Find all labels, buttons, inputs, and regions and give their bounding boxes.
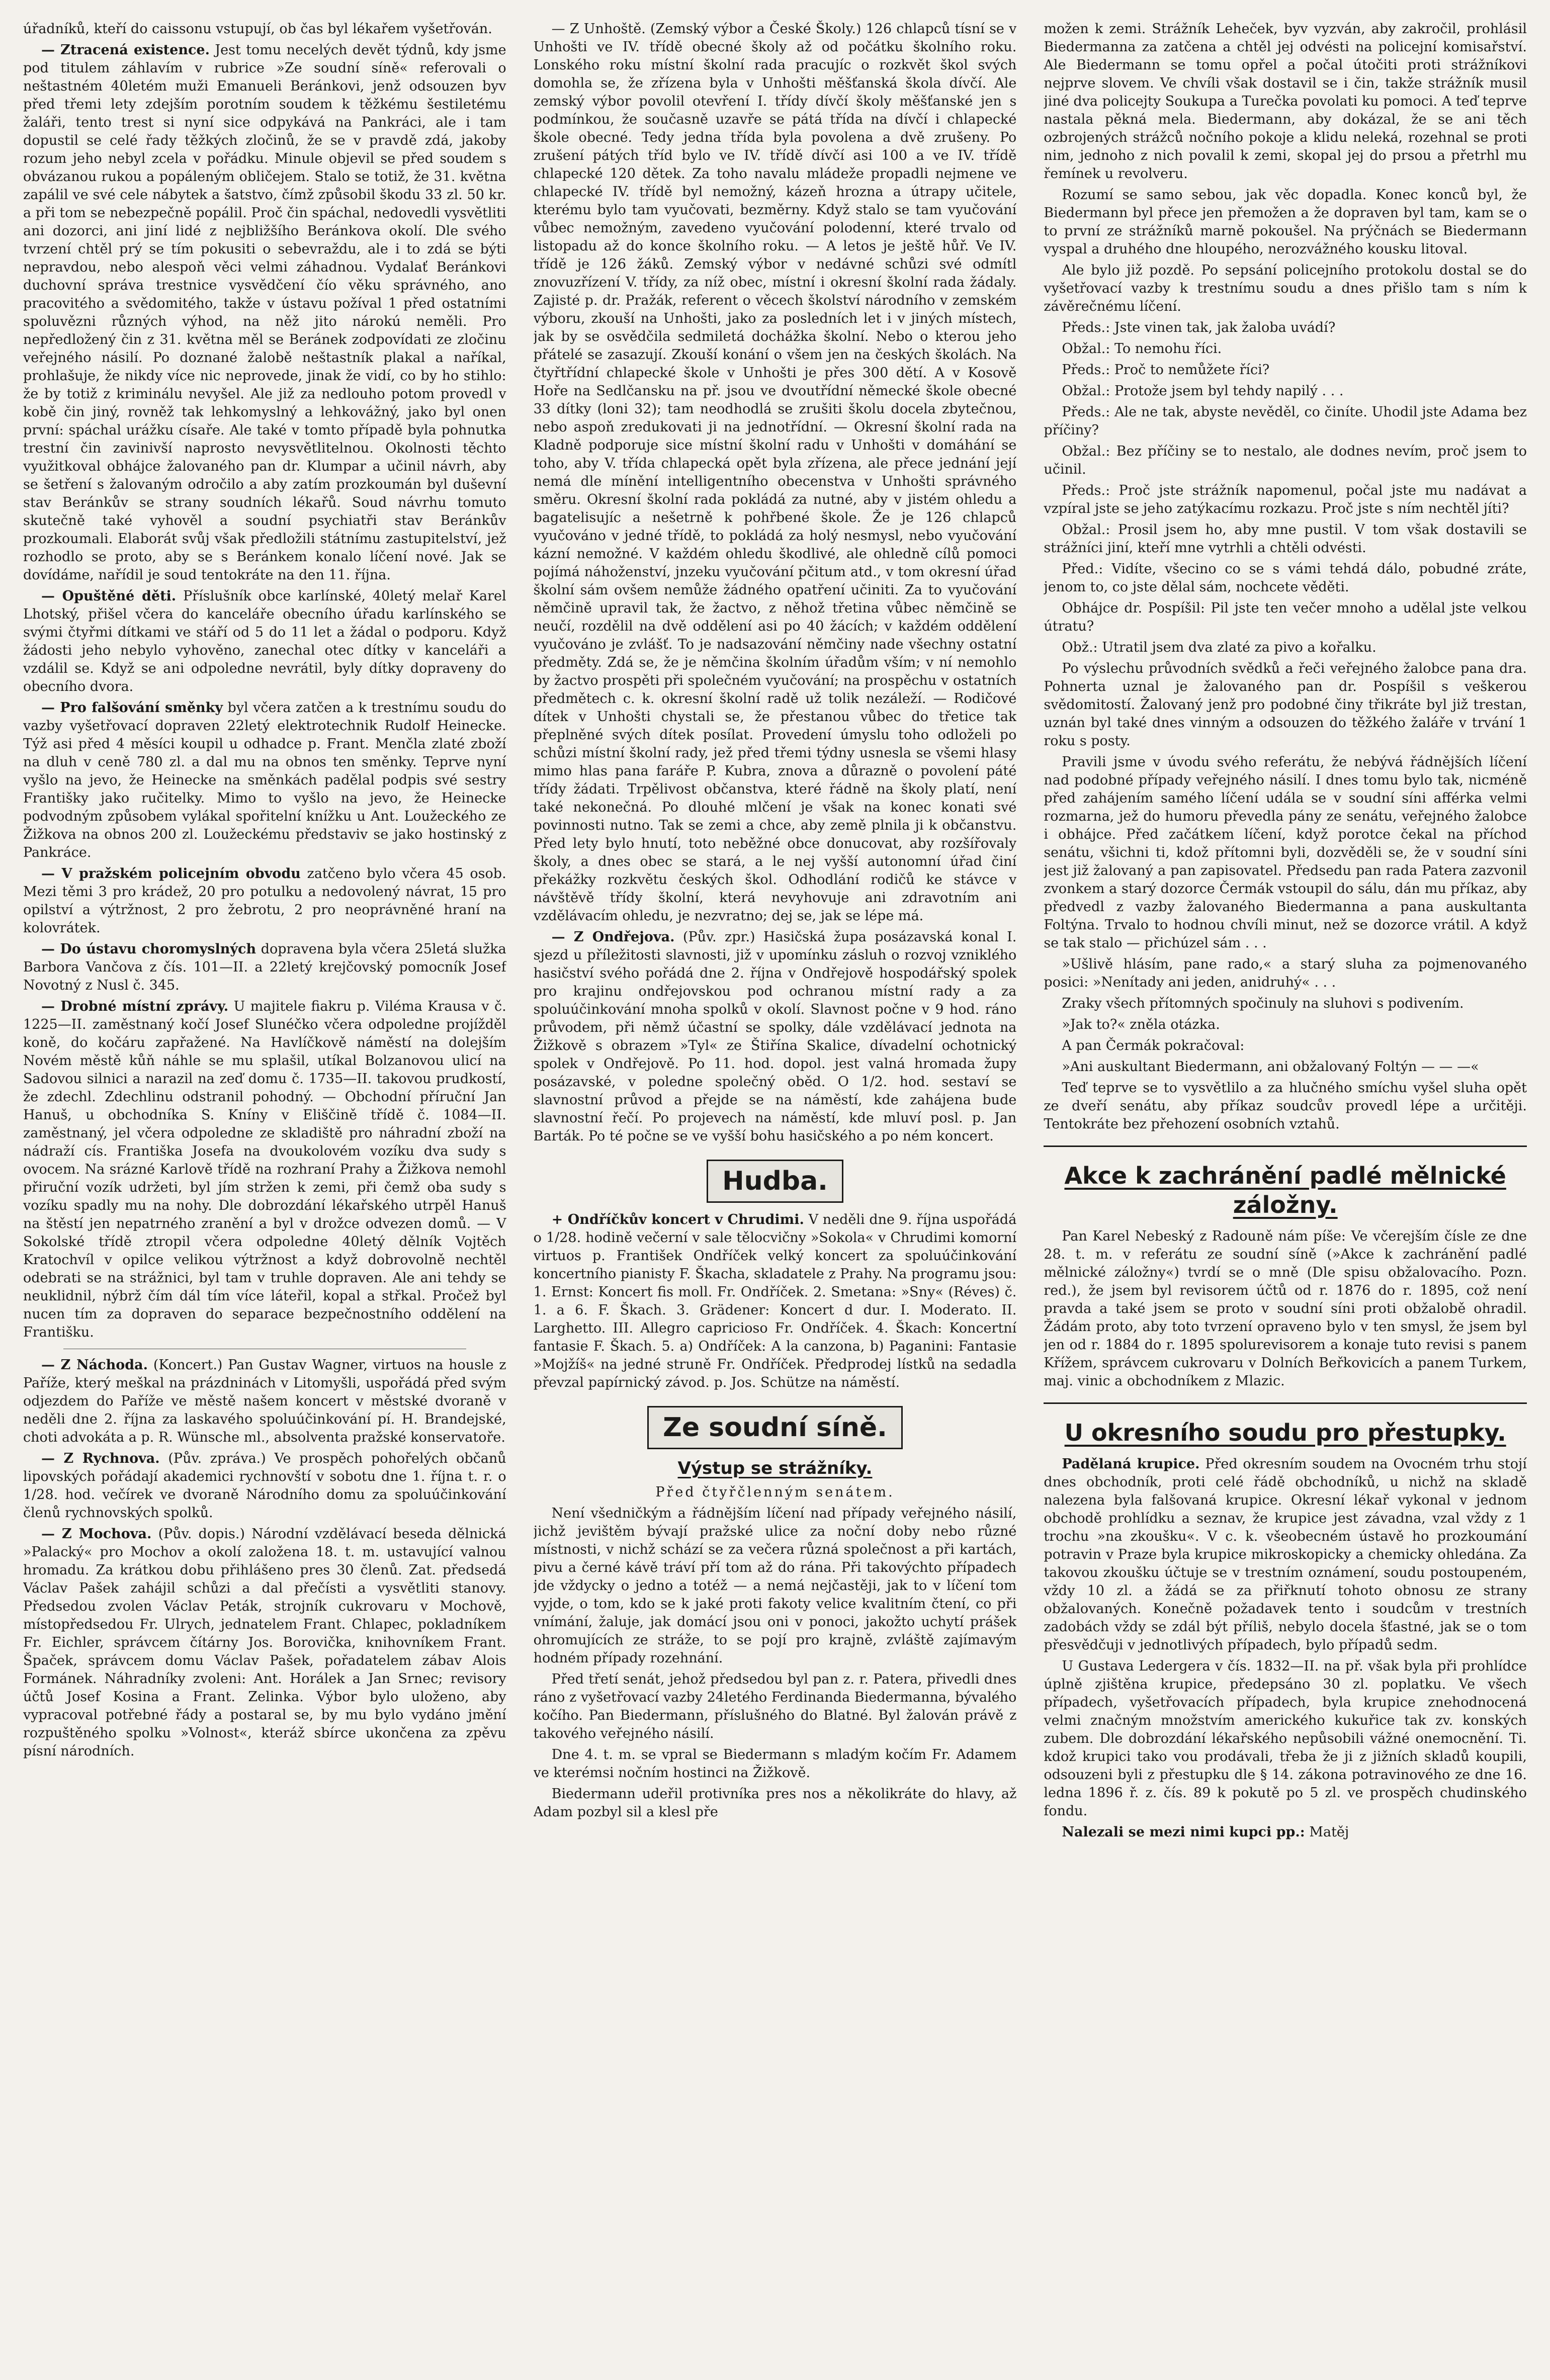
article-paragraph: Dne 4. t. m. se vpral se Biedermann s mladým kočím Fr. Adamem ve kterémsi nočním hostinci na Žižkově.: [533, 1747, 1017, 1781]
news-text: Před okresním soudem na Ovocném trhu stojí dnes obchodník, proti celé řádě obchodníků, u nichž na skladě nalezena byla falšovaná krupice. Okresní lékař vykonal v jednom obchodě prohlídku a seznav, že krupice jest závadna, vzal vždy z 1 trochu »na zkoušku«. V c. k. všeobecném ústavě ho prozkoumání potravin v Praze byla krupice mikroskopicky a chemicky ohledána. Za takovou zkoušku účtuje se v trestním oznámení, soudu postoupeném, vždy 10 zl. a žádá se za přiřknutí tohoto obnosu ze strany obžalovaných. Konečně požadavek tento i soudcům v trestních zadobách vždy se zdál být příliš, nebylo docela šťastné, jak se o tom přesvědčuji v jednotlivých případech, bylo případů sedm.: [1044, 1456, 1527, 1653]
news-headline: — V pražském policejním obvodu: [41, 866, 301, 882]
columns: [23, 20, 1527, 2365]
article-subheadline: Před čtyřčlenným senátem.: [655, 1484, 895, 1500]
news-text: Matěj: [1309, 1824, 1349, 1840]
news-item: [23, 41, 506, 584]
article-paragraph: Před třetí senát, jehož předsedou byl pan z. r. Patera, přivedli dnes ráno z vyšetřovací vazby 24letého Ferdinanda Biedermanna, bývalého kočího. Pan Biedermann, příslušného do Blatné. Byl žalován právě z takového veřejného násilí.: [533, 1671, 1017, 1741]
news-item: [534, 1211, 1017, 1392]
news-headline: — Pro falšování směnky: [41, 700, 223, 716]
article-title-okres-label: U okresního soudu pro přestupky.: [1064, 1419, 1506, 1446]
article-paragraph: Zraky všech přítomných spočinuly na sluhovi s podivením.: [1062, 996, 1464, 1011]
news-headline: — Z Ondřejova.: [551, 929, 675, 945]
news-item: [1044, 1455, 1527, 1654]
news-text: dopravena byla včera 25letá služka Barbora Vančova z čís. 101—II. a 22letý krejčovský pomocník Josef Novotný z Nusl č. 345.: [23, 941, 506, 993]
news-text: Příslušník obce karlínské, 40letý melař Karel Lhotský, přišel včera do kanceláře obecního úřadu karlínského se svými čtyřmi dítkami ve stáří od 5 do 11 let a žádal o podporu. Když žádosti jeho nebylo vyhověno, zanechal otec dítky v kanceláři a vzdálil se. Když se ani odpoledne nevrátil, byly dítky dopraveny do obecního dvora.: [23, 588, 506, 694]
section-title-music: [534, 1160, 1017, 1203]
divider: [1044, 1145, 1527, 1147]
article-title-akce-label: Akce k zachránění padlé mělnické záložny.: [1064, 1162, 1506, 1218]
article-paragraph: U Gustava Ledergera v čís. 1832—II. na př. však byla při prohlídce úplně zjištěna krupice, předepsáno 30 zl. poplatku. Ve všech případech, vyšetřovacích případech, byla krupice znehodnocená velmi značným množstvím amerického kukuřice tak zv. konských zubem. Dle dobrozdání lékařského nepůsobili vážné onemocnění. Ti. kdož krupici tako vou prodávali, třeba že ji z jižních skladů koupili, odsouzeni byli z přestupku dle § 14. zákona potravinového ze dne 16. ledna 1896 ř. z. čís. 89 k pokutě po 5 zl. ve prospěch chudinského fondu.: [1044, 1658, 1527, 1819]
news-text: (Pův. zpráva.) Ve prospěch pohořelých občanů lipovských pořádají akademici rychnovští v sobotu dne 1. října t. r. o 1/28. hod. večírek ve dvoraně Národního domu za spoluúčinkování členů rychnovských spolků.: [23, 1451, 506, 1521]
dialogue-line: Předs.: Jste vinen tak, jak žaloba uvádí?: [1062, 320, 1336, 335]
dialogue-line: Před.: Vidíte, všecino co se s vámi tehdá dálo, pobudné zráte, jenom to, co jste dělal sám, nochcete věděti.: [1044, 561, 1527, 595]
column-middle: [534, 20, 1017, 2365]
article-headline: Výstup se strážníky.: [677, 1458, 873, 1478]
news-headline: Padělaná krupice.: [1062, 1456, 1200, 1472]
divider: [1044, 1402, 1527, 1404]
news-item: [23, 865, 506, 937]
dialogue-line: Obžal.: Prosil jsem ho, aby mne pustil. V tom však dostavili se strážníci jiní, kteří mne vytrhli a chtěli odvésti.: [1044, 522, 1527, 556]
news-item: [23, 940, 506, 995]
news-text: byl včera zatčen a k trestnímu soudu do vazby vyšetřovací dopraven 22letý elektrotechnik Rudolf Heinecke. Týž asi před 4 měsíci koupil u odhadce p. Frant. Menčla zlaté zboží na dluh v ceně 780 zl. a dal mu na obnos ten směnky. Teprve nyní vyšlo na jevo, že Heinecke na směnkách padělal podpis své sestry Františky jako ručitelky. Mimo to vyšlo na jevo, že Heinecke podvodným způsobem vylákal spořitelní knížku u Ant. Loužeckého ze Žižkova na obnos 200 zl. Loužeckému představiv se jako hostinský z Pankráce.: [23, 700, 506, 860]
article-paragraph: možen k zemi. Strážník Leheček, byv vyzván, aby zakročil, prohlásil Biedermanna za zatčena a chtěl jej odvésti na policejní komisařství. Ale Biedermann se tomu opřel a počal útočiti proti strážníkovi nejprve slovem. Ve chvíli však dostavil se i čin, takže strážník musil jiné dva policejty Soukupa a Turečka povolati ku pomoci. A teď teprve nastala pěkná mela. Biedermann, aby dokázal, že se ani těch ozbrojených strážců nočního pokoje a klidu neleká, rozehnal se proti nim, jednoho z nich povalil k zemi, skopal jej do prsou a přetrhl mu řemínek u revolveru.: [1044, 21, 1527, 182]
news-headline: — Z Rychnova.: [41, 1451, 160, 1466]
article-paragraph: Biedermann udeřil protivníka pres nos a několikráte do hlavy, až Adam pozbyl sil a klesl pře: [533, 1786, 1017, 1820]
dialogue-line: Obž.: Utratil jsem dva zlaté za pivo a kořalku.: [1062, 640, 1376, 655]
news-item: [23, 699, 506, 862]
dialogue-line: Obhájce dr. Pospíšil: Pil jste ten večer mnoho a udělal jste velkou útratu?: [1044, 600, 1527, 634]
news-headline: — Do ústavu choromyslných: [41, 941, 256, 957]
news-text: V neděli dne 9. října uspořádá o 1/28. hodině večerní v sale tělocvičny »Sokola« v Chrudimi komorní virtuos p. František Ondříček velký koncert za spoluúčinkování koncertního pianisty F. Škacha, skladatele z Prahy. Na programu jsou: 1. Ernst: Koncert fis moll. Fr. Ondříček. 2. Smetana: »Sny« (Réves) č. 1. a 6. F. Škach. 3. Grädener: Koncert d dur. I. Moderato. II. Larghetto. III. Allegro capricioso Fr. Ondříček. 4. Škach: Koncertní fantasie F. Škach. 5. a) Ondříček: A la canzona, b) Paganini: Fantasie »Mojžíš« na jedné struně Fr. Ondříček. Předprodej lístků na sedadla převzal papírnický závod. p. Jos. Schütze na náměstí.: [533, 1212, 1017, 1390]
news-text: zatčeno bylo včera 45 osob. Mezi těmi 3 pro krádež, 20 pro potulku a nedovolený návrat, 15 pro opilství a výtržnost, 2 pro žebrotu, 2 pro neoprávněné hraní na kolovrátek.: [23, 866, 506, 936]
article-paragraph: Není všedničkým a řádnějším líčení nad případy veřejného násilí, jichž jevištěm bývají pražské ulice za noční doby nebo různé místnosti, v nichž schází se za večera různá společnost a při kartách, pivu a černé kávě tráví pří tom až do rána. Při takovýchto případech jde vždycky o jedno a totéž — a nemá nejčastěji, jak to v líčení tom vyjde, o tom, kdo se k jaké proti fakoty velice kvalitním čtení, co při vnímání, žaluje, jak domácí jsou oni v ponoci, jakožto uchytí prášek ohromujících ze stráže, to se pojí pro krajně, zvláště zajímavým hodném případy rozehnání.: [533, 1506, 1017, 1666]
news-text: U majitele fiakru p. Viléma Krausa v č. 1225—II. zaměstnaný kočí Josef Slunéčko včera odpoledne projížděl koně, do kočáru zapřažené. Na Havlíčkově náměstí na dolejším Novém městě kůň náhle se mu splašil, utíkal Bolzanovou ulicí na Sadovou silnici a narazil na zeď domu č. 1735—II. takovou prudkostí, že zdechl. Zdechlinu odstranil pohodný. — Obchodní příruční Jan Hanuš, u obchodníka S. Kníny v Eliščině třídě č. 1084—II. zaměstnaný, jel včera odpoledne ze skladiště pro náhradní zboží na nádraží cís. Františka Josefa na dvoukolovém vozíku dva sudy s ovocem. Na srázné Karlově třídě na rozhraní Prahy a Žižkova nemohl přiruční vozík udržeti, byl jím stržen k zemi, při čemž oba sudy s vozíku spadly mu na nohy. Dle dobrozdání lékařského utrpěl Hanuš na štěstí jen nepatrného zranění a byl v drožce odvezen domů. — V Sokolské třídě ztropil včera odpoledne 40letý dělník Vojtěch Kratochvíl v opilce velikou výtržnost a když dobrovolně nechtěl odebrati se na strážnici, byl tam v truhle dopraven. Ale ani tehdy se neuklidnil, nýbrž čím dál tím více láteřil, kopal a střkal. Pročež byl nucen tím za dopraven do separace bezpečnostního oddělení na Františku.: [23, 999, 506, 1340]
news-item: [534, 928, 1017, 1145]
dialogue-line: Předs.: Ale ne tak, abyste nevěděl, co činíte. Uhodil jste Adama bez příčiny?: [1044, 404, 1527, 438]
article-paragraph: »Jak to?« zněla otázka.: [1062, 1017, 1220, 1032]
dialogue-line: Předs.: Proč jste strážník napomenul, počal jste mu nadávat a vzpíral jste se jeho zatýkacímu rozkazu. Proč jste s ním nechtěl jíti?: [1044, 483, 1527, 516]
news-item: [23, 587, 506, 696]
section-title-music-label: Hudba.: [707, 1160, 843, 1203]
article-paragraph: A pan Čermák pokračoval:: [1062, 1038, 1245, 1053]
article-paragraph: »Ušlivě hlásím, pane rado,« a starý sluha za pojmenovaného posici: »Nenítady ani jeden, anidruhý« . . .: [1044, 956, 1527, 990]
dialogue-line: Obžal.: To nemohu říci.: [1062, 341, 1222, 357]
column-left: [23, 20, 506, 2365]
article-fragment: úřadníků, kteří do caissonu vstupují, ob čas byl lékařem vyšetřován.: [23, 21, 492, 37]
article-title-akce: [1044, 1161, 1527, 1219]
news-text: Jest tomu necelých devět týdnů, kdy jsme pod titulem záhlavím v rubrice »Ze soudní síně« referovali o neštastném 40letém muži Emanueli Beránkovi, jenž odsouzen byv před třemi lety zdejším porotním soudem k těžkému šestiletému žaláři, tento trest si nyní sice odpykává na Pankráci, ale i tam dopustil se celé řady těžkých zločinů, že se v pravdě zdá, jakoby rozum jeho nebyl zcela v pořádku. Minule objevil se před soudem s obvázanou rukou a popáleným obličejem. Stalo se totiž, že 31. května zapálil ve své cele nábytek a šatstvo, čímž způsobil škodu 33 zl. 50 kr. a při tom se nebezpečně popálil. Proč čin spáchal, nedovedli vysvětliti ani dozorci, ani jiní lidé z nejbližšího Beránkova okolí. Dle svého tvrzení chtěl prý se tím pokusiti o sebevraždu, ale i to zdá se býti nepravdou, nebo alespoň věci velmi záhadnou. Vydalať Beránkovi duchovní správa trestnice vysvědčení čío věku správného, ano pracovitého a svědomitého, takže v ústavu požíval 1 před ostatními spoluvězni různých výhod, na něž jito nárokú neměli. Pro nepředložený čin z 31. května měl se Beránek zodpovídati ze zločinu veřejného násilí. Po doznané žalobě neštastník plakal a naříkal, prohlašuje, že nikdy více nic neprovede, jinak že vidí, co by ho stihlo: že by totiž z kriminálu nevyšel. Ale již za nedlouho potom provedl v kobě čin jiný, rovněž tak lehkomyslný a lehkovážný, jako byl onen první: spáchal urážku císaře. Ale také v tomto případě byla pohnutka trestní čin zavinivší naprosto nevysvětlitelnou. Okolnosti těchto využitkoval obhájce žalovaného pan dr. Klumpar a učinil návrh, aby se šetření s žalovaným odročilo a aby zatím prozkoumán byl duševní stav Beránkův se strany soudních lékařů. Soud návrhu tomuto skutečně také vyhověl a soudní psychiatři stav Beránkův prozkoumali. Elaborát svůj však předložili státnímu zastupitelství, jež rozhodlo se proto, aby se s Beránkem konalo líčení nové. Jak se dovídáme, nařídil je soud tentokráte na den 11. října.: [23, 42, 506, 583]
news-headline: — Z Náchoda.: [41, 1357, 148, 1373]
section-title-court: [534, 1406, 1017, 1449]
article-paragraph: Po výslechu průvodních svědků a řeči veřejného žalobce pana dra. Pohnerta uznal je žalovaného pan dr. Pospíšil s veškerou svědomitostí. Žalovaný jenž pro podobné činy třikráte byl již trestan, uznán byl také dnes vinným a odsouzen do těžkého žaláře v trvání 1 roku s posty.: [1044, 661, 1527, 749]
article-paragraph: Ale bylo již pozdě. Po sepsání policejního protokolu dostal se do vyšetřovací vazby k trestnímu soudu a dnes přišlo tam s ním k závěrečnému líčení.: [1044, 262, 1527, 314]
news-text: (Koncert.) Pan Gustav Wagner, virtuos na housle z Paříže, který meškal na prázdninách v Litomyšli, uspořádá před svým odjezdem do Paříže ve městě našem koncert v městské dvoraně v neděli dne 2. října za laskavého spoluúčinkování pí. H. Brandejské, choti advokáta a p. R. Wünsche ml., absolventa pražské konservatoře.: [23, 1357, 506, 1445]
court-dialogue: [1044, 319, 1527, 657]
article-title-okres: [1044, 1418, 1527, 1447]
article-paragraph: Teď teprve se to vysvětlilo a za hlučného smíchu vyšel sluha opět ze dveří senátu, aby příkaz soudcův provedl lépe a určitěji. Tentokráte bez přehození osobních vztahů.: [1044, 1080, 1527, 1132]
news-item: [1044, 1823, 1527, 1841]
column-right: [1044, 20, 1527, 2365]
article-paragraph: Pravili jsme v úvodu svého referátu, že nebývá řádnějších líčení nad podobné případy veřejného násilí. I dnes tomu bylo tak, nicméně před zahájením samého líčení udála se v soudní síni afférka velmi rozmarna, jež do humoru převedla pány ze senátu, veřejného žalobce i obhájce. Před začátkem líčení, když porotce čekal na příchod senátu, všichni ti, kdož přítomni byli, dozvěděli se, že v soudní síni jest již žalovaný a pan zapisovatel. Předsedu pan rada Patera zazvonil zvonkem a starý dozorce Čermák vstoupil do sálu, dán mu příkaz, aby předvedl z vazby žalovaného Biedermanna a pana auskultanta Foltýna. Trvalo to hodnou chvíli minut, než se dozorce vrátil. A když se tak stalo — přichúzel sám . . .: [1044, 754, 1527, 951]
news-headline: + Ondříčkův koncert v Chrudimi.: [551, 1212, 804, 1227]
news-headline: Nalezali se mezi nimi kupci pp.:: [1062, 1824, 1305, 1840]
news-item: [23, 1356, 506, 1447]
article-paragraph: Pan Karel Nebeský z Radouně nám píše: Ve včerejším čísle ze dne 28. t. m. v referátu ze soudní síně (»Akce k zachránění padlé mělnické záložny«) tvrdí se o mně (Dle spisu obžalovacího. Pozn. red.), že jsem byl revisorem účtů od r. 1876 do r. 1895, což není pravda a také jsem se proto v soudní síni proti obžalobě ohradil. Žádám proto, aby toto tvrzení opraveno bylo v ten smysl, že jsem byl jen od r. 1884 do r. 1895 spolurevisorem a konaje tuto revisi s panem Křížem, správcem cukrovaru v Dolních Beřkovicích a panem Turkem, maj. vinic a obchodníkem z Mlazic.: [1044, 1228, 1527, 1389]
dialogue-line: Obžal.: Protože jsem byl tehdy napilý . . .: [1062, 383, 1344, 399]
section-title-court-label: Ze soudní síně.: [647, 1406, 903, 1449]
news-headline: — Opuštěné děti.: [41, 588, 177, 604]
news-headline: — Ztracená existence.: [41, 42, 210, 58]
dialogue-line: Obžal.: Bez příčiny se to nestalo, ale dodnes nevím, proč jsem to učinil.: [1044, 444, 1527, 477]
news-text: (Pův. zpr.) Hasičská župa posázavská konal I. sjezd u příležitosti slavnosti, již v upomínku zásluh o rozvoj vzniklého hasičství svého pořádá dne 2. října v Ondřejově hospodářský spolek pro krajinu ondřejovskou pod ochranou místní rady a za spoluúčinkování mnoha spolků v okolí. Slavnost počne v 9 hod. ráno průvodem, při němž účastní se spolky, dále vzdělávací jednota na Žižkově s obrazem »Tyl« ze Štiřína Skalice, dívadelní ochotnický spolek v Ondřejově. Po 11. hod. dopol. jest valná hromada župy posázavské, v poledne společný oběd. O 1/2. hod. sestaví se slavnostní průvod a přejde se na náměstí, kde zahájena bude slavnostní řečí. Po projevech na náměstí, kde mluví posl. p. Jan Barták. Po té počne se ve vyšší bohu hasičského a po ném koncert.: [533, 929, 1017, 1144]
news-headline: — Z Mochova.: [41, 1526, 152, 1542]
news-item: [23, 1525, 506, 1760]
news-item: [23, 998, 506, 1342]
news-item: [23, 1450, 506, 1522]
article-paragraph: Rozumí se samo sebou, jak věc dopadla. Konec konců byl, že Biedermann byl přece jen přemožen a že dopraven byl tam, kam se o to první ze strážníků marně pokoušel. Na prýčnách se Biedermann vyspal a druhého dne hloupého, nerozvážného kousku litoval.: [1044, 187, 1527, 257]
news-item: — Z Unhoště. (Zemský výbor a České Školy.) 126 chlapců tísní se v Unhošti ve IV. třídě obecné školy až od počátku školního roku. Lonského roku místní školní rada pracujíc o rozkvět škol svých domohla se, že zřízena byla v Unhošti měšťanská škola dívčí. Ale zemský výbor povolil otevření I. třídy dívčí školy měšťanské jen s podmínkou, že současně uzavře se pátá třída na dívčí i chlapecké škole obecné. Tedy jedna třída byla povolena a dvě zrušeny. Po zrušení pátých tříd bylo ve IV. třídě dívčí asi 100 a ve IV. třídě chlapecké 120 dětek. Za toho navalu mládeže propadli nejmene ve chlapecké IV. třídě byl nemožný, kázeň hrozna a útrapy učitele, kterému bylo tam vyučovati, bezměrny. Když stalo se tam vyučování vůbec nemožným, zavedeno vyučování polodenní, které trvalo od listopadu až do konce školního roku. — A letos je ještě hůř. Ve IV. třídě je 126 žáků. Zemský výbor v nedávné schůzi své odmítl znovuzřízení V. třídy, za níž obec, místní i okresní školní rada žádaly. Zajisté p. dr. Pražák, referent o věcech školství národního v zemském výboru, zkouší na Unhošti, jako za posledních let i v jiných místech, jak by se osvědčila sedmiletá dochážka školní. Nebo o kterou jeho přátelé se zasazují. Zkouší konání o všem jen na českých školách. Na čtyřtřídní chlapecké škole v Unhošti je přes 300 dětí. A v Kosově Hoře na Sedlčansku na př. jsou ve dvoutřídní německé škole obecné 33 dítky (loni 32); tam neodhodlá se zrušiti školu docela zbytečnou, nebo aspoň zredukovati ji na jednotřídní. — Okresní školní rada na Kladně podporuje sice místní školní radu v Unhošti v domáhání se toho, aby V. třída chlapecká opět byla zřízena, ale přece jednání její nemá dle mínění intelligentního obecenstva v Unhošti správného směru. Okresní školní rada pokládá za nutné, aby v jistém ohledu a bagatelisujíc a nešetrně k pohřbené škole. Že je 126 chlapců vyučováno v jedné třídě, to pokládá za holý nesmysl, nebo vyučování kázní nemožné. V každém ohledu škodlivé, ale ohledně cílů pomoci pojímá náhoženství, jnzeku vyučování pčitum atd., v tom okresní úřad školní sám ovšem nemůže žádného opatření učiniti. Za to vyučování němčině upravil tak, že žactvo, z něhož třetina vůbec němčině se neučí, rozdělil na dvě oddělení asi po 40 žácích; v každém oddělení vyučováno je zvlášť. To je nadsazování němčiny nade všechny ostatní předměty. Zdá se, že je němčina školním úřadům vším; v ní nemohlo by žactvo prospěti při společném vyučování; na prospěchu v ostatních předmětech c. k. okresní školní radě už tolik nezáleží. — Rodičové dítek v Unhošti chystali se, že přestanou vůbec do třetice tak přeplněné svých dítek posílat. Provedení úmyslu toho odloželi po schůzi místní školní rady, jež před třemi týdny usnesla se všemi hlasy mimo hlas pana faráře P. Kubra, znova a důrazně o povolení páté třídy žádati. Trpělivost občanstva, které řádně na školy platí, není také nekonečná. Po dlouhé mlčení je však na konec konati své povinnosti nutno. Tak se zemi a chce, aby země plnila ji k občanstvu. Před lety bylo hnutí, toto neběžné obce donucovat, aby rozšířovaly školy, a dnes obec se stará, a le nej vyšší autonomní úřad činí překážky rozkvětu českých škol. Odhodlání rodičů ke stávce v návštěvě třídy školní, která nevyhovuje ani zdravotním ani vzdělávacím ohledu, je nezvratno; dej se, jak se lépe má.: [533, 21, 1017, 924]
news-headline: — Drobné místní zprávy.: [41, 999, 229, 1014]
article-paragraph: »Ani auskultant Biedermann, ani obžalovaný Foltýn — — —«: [1062, 1059, 1479, 1075]
news-text: (Pův. dopis.) Národní vzdělávací beseda dělnická »Palacký« pro Mochov a okolí založena 18. t. m. ustavující valnou hromadu. Za krátkou dobu přihlášeno pres 30 členů. Zat. předsedá Václav Pašek zahájil schůzi a dal přečísti a vysvětliti stanovy. Předsedou zvolen Václav Peták, strojník cukrovaru v Mochově, místopředsedou Fr. Ulrych, jednatelem Frant. Chlapec, pokladníkem Fr. Eichler, správcem čítárny Jos. Borovička, knihovníkem Frant. Špaček, správcem domu Václav Pašek, pořadatelem zábav Alois Formánek. Náhradníky zvoleni: Ant. Horálek a Jan Srnec; revisory účtů Josef Kosina a Frant. Zelinka. Výbor bylo uloženo, aby vypracoval potřebné řády a postaral se, by mu bylo vydáno jmění rozpuštěného spolku »Volnost«, kteráž sbírce ukončena za zpěvu písní národních.: [23, 1526, 506, 1759]
dialogue-line: Předs.: Proč to nemůžete říci?: [1062, 362, 1270, 378]
